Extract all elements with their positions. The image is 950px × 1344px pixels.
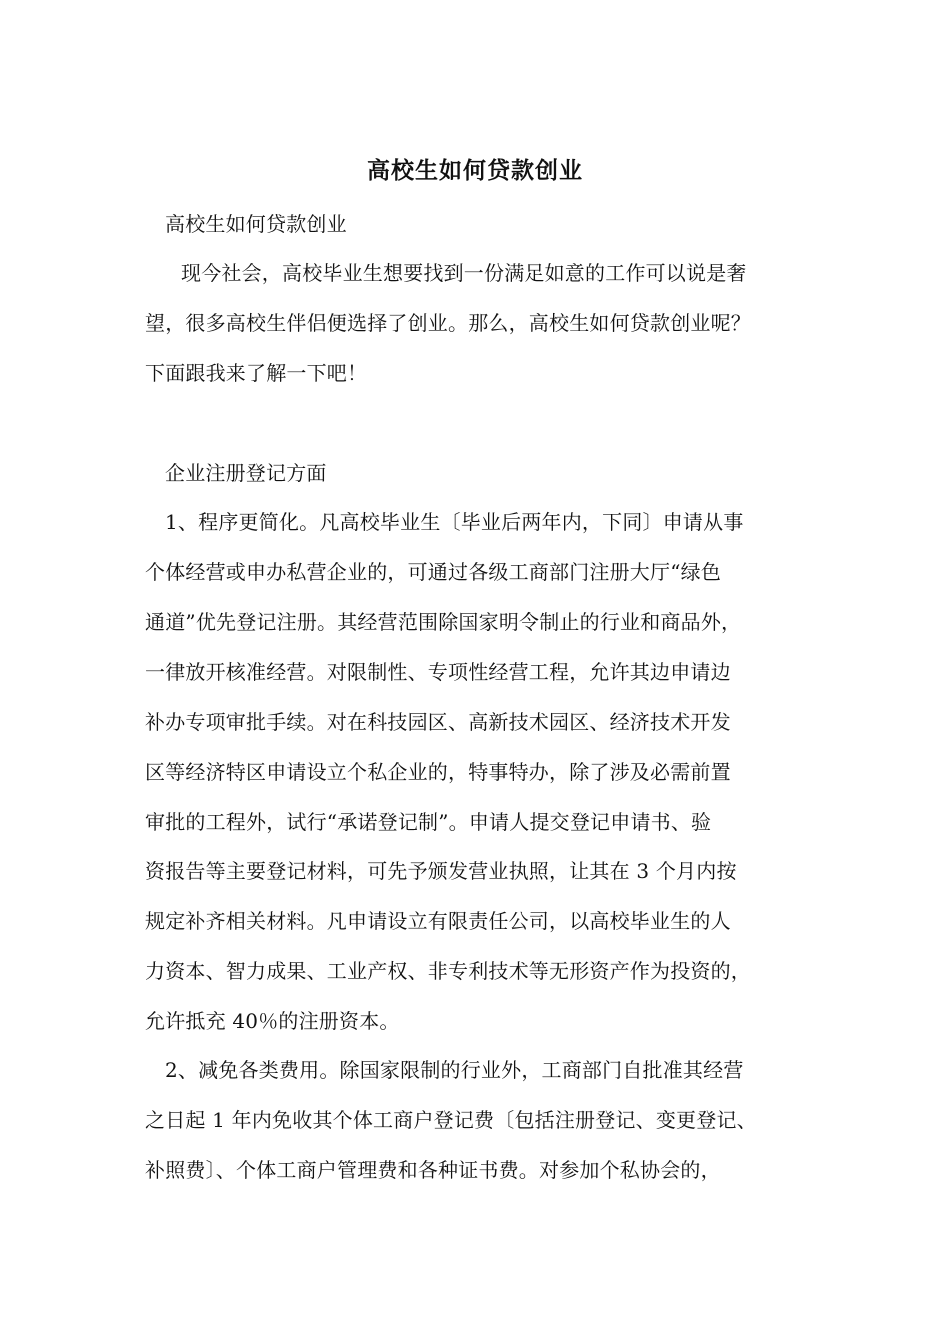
item1-line-8: 资报告等主要登记材料，可先予颁发营业执照，让其在 3 个月内按 (145, 859, 737, 883)
item1-line-9: 规定补齐相关材料。凡申请设立有限责任公司，以高校毕业生的人 (145, 909, 731, 933)
intro-line-3: 下面跟我来了解一下吧！ (145, 361, 368, 385)
item1-line-1: 1、程序更简化。凡高校毕业生〔毕业后两年内，下同〕申请从事 (165, 510, 744, 534)
item1-line-3: 通道”优先登记注册。其经营范围除国家明令制止的行业和商品外， (145, 610, 742, 634)
document-title: 高校生如何贷款创业 (367, 157, 583, 184)
section-heading: 企业注册登记方面 (165, 461, 327, 485)
item1-line-4: 一律放开核准经营。对限制性、专项性经营工程，允许其边申请边 (145, 660, 731, 684)
item2-line-1: 2、减免各类费用。除国家限制的行业外，工商部门自批准其经营 (165, 1058, 744, 1082)
intro-line-1: 现今社会，高校毕业生想要找到一份满足如意的工作可以说是奢 (181, 261, 747, 285)
item1-line-5: 补办专项审批手续。对在科技园区、高新技术园区、经济技术开发 (145, 710, 731, 734)
item1-line-11: 允许抵充 40％的注册资本。 (145, 1009, 400, 1033)
item1-line-6: 区等经济特区申请设立个私企业的，特事特办，除了涉及必需前置 (145, 760, 731, 784)
subtitle: 高校生如何贷款创业 (165, 212, 347, 236)
item1-line-10: 力资本、智力成果、工业产权、非专利技术等无形资产作为投资的， (145, 959, 751, 983)
item1-line-2: 个体经营或申办私营企业的，可通过各级工商部门注册大厅“绿色 (145, 560, 722, 584)
item2-line-2: 之日起 1 年内免收其个体工商户登记费〔包括注册登记、变更登记、 (145, 1108, 757, 1132)
item2-line-3: 补照费〕、个体工商户管理费和各种证书费。对参加个私协会的， (145, 1158, 721, 1182)
intro-line-2: 望，很多高校生伴侣便选择了创业。那么，高校生如何贷款创业呢？ (145, 311, 751, 335)
item1-line-7: 审批的工程外，试行“承诺登记制”。申请人提交登记申请书、验 (145, 810, 712, 834)
